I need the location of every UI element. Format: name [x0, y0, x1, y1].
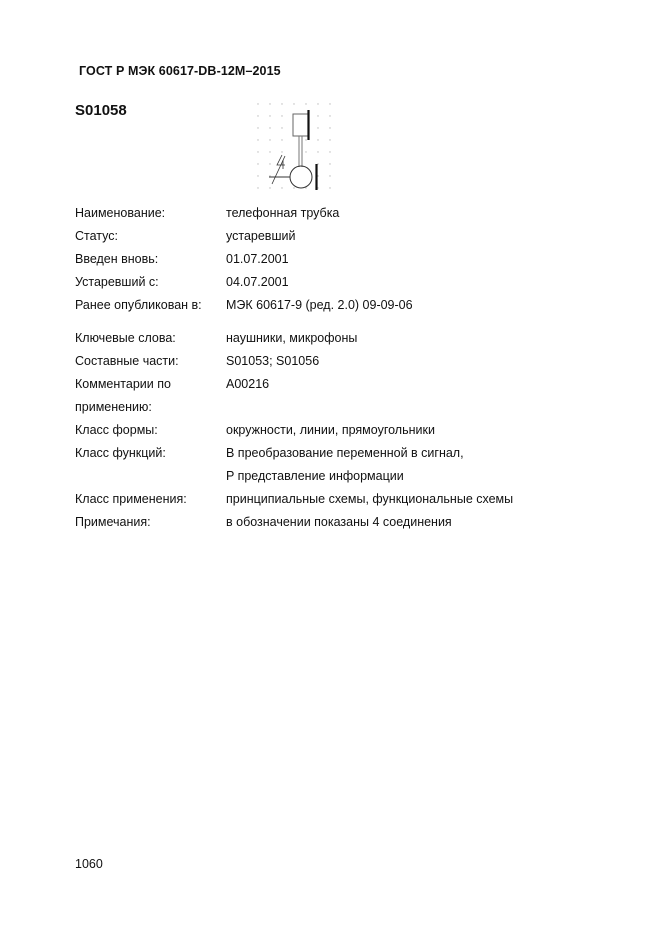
field-value: A00216	[226, 377, 270, 391]
field-value: устаревший	[226, 229, 296, 243]
field-value: телефонная трубка	[226, 206, 340, 220]
field-value: наушники, микрофоны	[226, 331, 358, 345]
field-label: Ранее опубликован в:	[75, 298, 202, 312]
document-header: ГОСТ Р МЭК 60617-DB-12M–2015	[79, 64, 281, 78]
field-label: Статус:	[75, 229, 118, 243]
field-value: 01.07.2001	[226, 252, 289, 266]
field-label: Ключевые слова:	[75, 331, 176, 345]
field-label: Комментарии по	[75, 377, 171, 391]
field-label: Составные части:	[75, 354, 179, 368]
field-value: в обозначении показаны 4 соединения	[226, 515, 452, 529]
field-value: S01053; S01056	[226, 354, 320, 368]
field-value: B преобразование переменной в сигнал,	[226, 446, 464, 460]
field-label: Класс функций:	[75, 446, 166, 460]
field-value: окружности, линии, прямоугольники	[226, 423, 435, 437]
symbol-code: S01058	[75, 102, 127, 119]
field-label: Примечания:	[75, 515, 151, 529]
field-value: МЭК 60617-9 (ред. 2.0) 09-09-06	[226, 298, 413, 312]
field-label: Наименование:	[75, 206, 166, 220]
field-value: 04.07.2001	[226, 275, 289, 289]
field-value: P представление информации	[226, 469, 404, 483]
field-label: Класс формы:	[75, 423, 158, 437]
field-label: Устаревший с:	[75, 275, 159, 289]
telephone-handset-symbol-icon	[255, 100, 335, 192]
field-value: принципиальные схемы, функциональные схемы	[226, 492, 514, 506]
field-label: применению:	[75, 400, 152, 414]
field-label: Введен вновь:	[75, 252, 159, 266]
page-number: 1060	[75, 857, 103, 871]
field-label: Класс применения:	[75, 492, 187, 506]
